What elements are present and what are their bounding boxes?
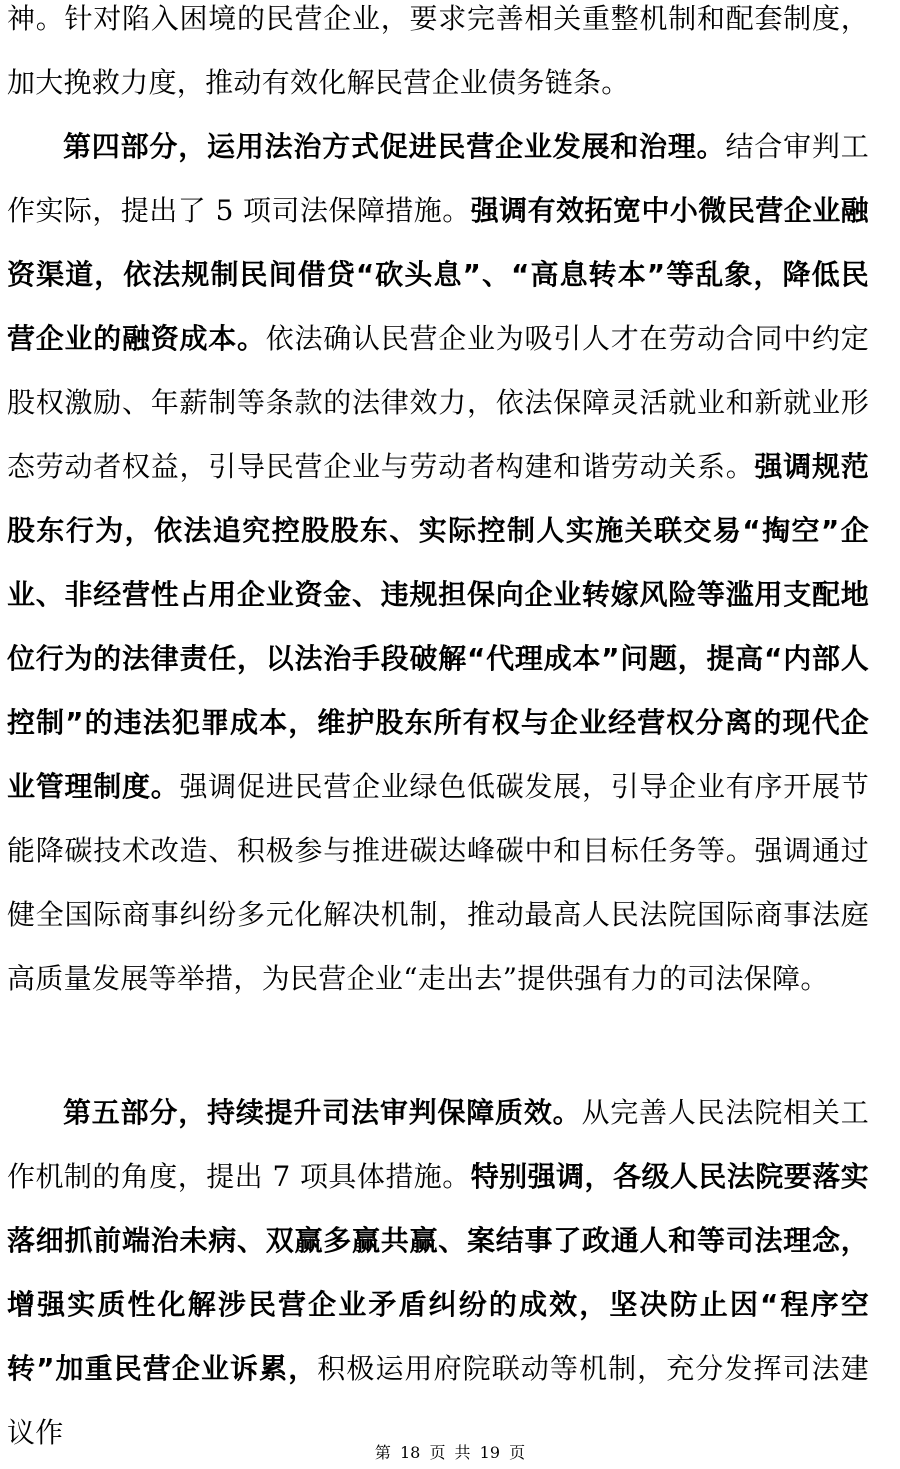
paragraph-3-run-2: 从完善人民法院相关工作机制的角度，提出 7 项具体措施。 bbox=[7, 1096, 869, 1193]
footer-label-total: 共 bbox=[454, 1443, 471, 1462]
paragraph-1-run-1: 神。针对陷入困境的民营企业，要求完善相关重整机制和配套制度，加大挽救力度，推动有效化解民营企业债务链条。 bbox=[7, 2, 869, 99]
footer-label-page-unit: 页 bbox=[429, 1443, 446, 1462]
footer-current-page: 18 bbox=[399, 1443, 421, 1462]
paragraph-3-run-3: 特别强调，各级人民法院要落实落细抓前端治未病、双赢多赢共赢、案结事了政通人和等司法理念，增强实质性化解涉民营企业矛盾纠纷的成效，坚决防止因“程序空转”加重民营企业诉累， bbox=[7, 1160, 869, 1385]
paragraph-2-run-3: 强调有效拓宽中小微民营企业融资渠道，依法规制民间借贷“砍头息”、“高息转本”等乱象，降低民营企业的融资成本。 bbox=[7, 194, 869, 355]
paragraph-2-run-2: 结合审判工作实际，提出了 5 项司法保障措施。 bbox=[7, 130, 869, 227]
paragraph-3-run-4: 积极运用府院联动等机制，充分发挥司法建议作 bbox=[7, 1352, 869, 1449]
footer-total-pages: 19 bbox=[479, 1443, 501, 1462]
paragraph-2 bbox=[7, 115, 869, 1011]
footer-label-total-unit: 页 bbox=[509, 1443, 526, 1462]
paragraph-1 bbox=[7, 0, 869, 115]
page-footer bbox=[0, 1440, 900, 1463]
paragraph-2-run-4: 依法确认民营企业为吸引人才在劳动合同中约定股权激励、年薪制等条款的法律效力，依法保障灵活就业和新就业形态劳动者权益，引导民营企业与劳动者构建和谐劳动关系。 bbox=[7, 322, 869, 483]
footer-label-page: 第 bbox=[374, 1443, 391, 1462]
paragraph-2-run-6: 强调促进民营企业绿色低碳发展，引导企业有序开展节能降碳技术改造、积极参与推进碳达峰碳中和目标任务等。强调通过健全国际商事纠纷多元化解决机制，推动最高人民法院国际商事法庭高质量发展等举措，为民营企业“走出去”提供强有力的司法保障。 bbox=[7, 770, 870, 995]
paragraph-2-heading: 第四部分，运用法治方式促进民营企业发展和治理。 bbox=[63, 130, 726, 163]
paragraph-3 bbox=[7, 1081, 869, 1465]
paragraph-3-heading: 第五部分，持续提升司法审判保障质效。 bbox=[63, 1096, 582, 1129]
paragraph-2-run-5: 强调规范股东行为，依法追究控股股东、实际控制人实施关联交易“掏空”企业、非经营性占用企业资金、违规担保向企业转嫁风险等滥用支配地位行为的法律责任，以法治手段破解“代理成本”问题，提高“内部人控制”的违法犯罪成本，维护股东所有权与企业经营权分离的现代企业管理制度。 bbox=[7, 450, 869, 803]
